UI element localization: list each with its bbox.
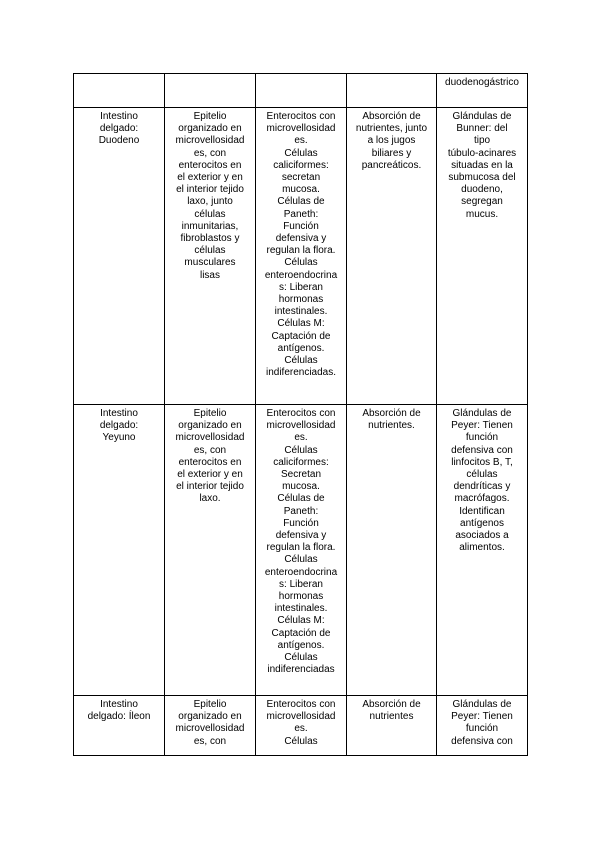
cell-cells: Enterocitos con microvellosidad es. Células [256, 696, 347, 756]
table-row [74, 108, 528, 405]
cell-organ: Intestino delgado: Duodeno [74, 108, 165, 405]
cell-epithelium: Epitelio organizado en microvellosidad es, con enterocitos en el exterior y en el interior tejido laxo, junto células inmunitarias, fibroblastos y células musculares lisas [165, 108, 256, 405]
cell-cells: Enterocitos con microvellosidad es. Células caliciformes: secretan mucosa. Células de Paneth: Función defensiva y regulan la flora. Células enteroendocrina s: Liberan hormonas intestinales. Células M: Captación de antígenos. Células indiferenciadas. [256, 108, 347, 405]
table-row [74, 74, 528, 108]
cell-function: Absorción de nutrientes [347, 696, 437, 756]
cell-epithelium: Epitelio organizado en microvellosidad es, con enterocitos en el exterior y en el interior tejido laxo. [165, 405, 256, 696]
cell-cells [256, 74, 347, 108]
cell-cells: Enterocitos con microvellosidad es. Células caliciformes: Secretan mucosa. Células de Paneth: Función defensiva y regulan la flora. Células enteroendocrina s: Liberan hormonas intestinales. Células M: Captación de antígenos. Células indiferenciadas [256, 405, 347, 696]
cell-glands: duodenogástrico [437, 74, 528, 108]
cell-epithelium [165, 74, 256, 108]
cell-organ [74, 74, 165, 108]
digestive-histology-table [73, 73, 528, 756]
cell-function: Absorción de nutrientes. [347, 405, 437, 696]
cell-function: Absorción de nutrientes, junto a los jugos biliares y pancreáticos. [347, 108, 437, 405]
cell-function [347, 74, 437, 108]
cell-epithelium: Epitelio organizado en microvellosidad es, con [165, 696, 256, 756]
table-row [74, 696, 528, 756]
cell-glands: Glándulas de Peyer: Tienen función defensiva con [437, 696, 528, 756]
cell-glands: Glándulas de Peyer: Tienen función defensiva con linfocitos B, T, células dendríticas y macrófagos. Identifican antígenos asociados a alimentos. [437, 405, 528, 696]
cell-organ: Intestino delgado: Íleon [74, 696, 165, 756]
cell-glands: Glándulas de Bunner: del tipo túbulo-acinares situadas en la submucosa del duodeno, segregan mucus. [437, 108, 528, 405]
table-row [74, 405, 528, 696]
cell-organ: Intestino delgado: Yeyuno [74, 405, 165, 696]
